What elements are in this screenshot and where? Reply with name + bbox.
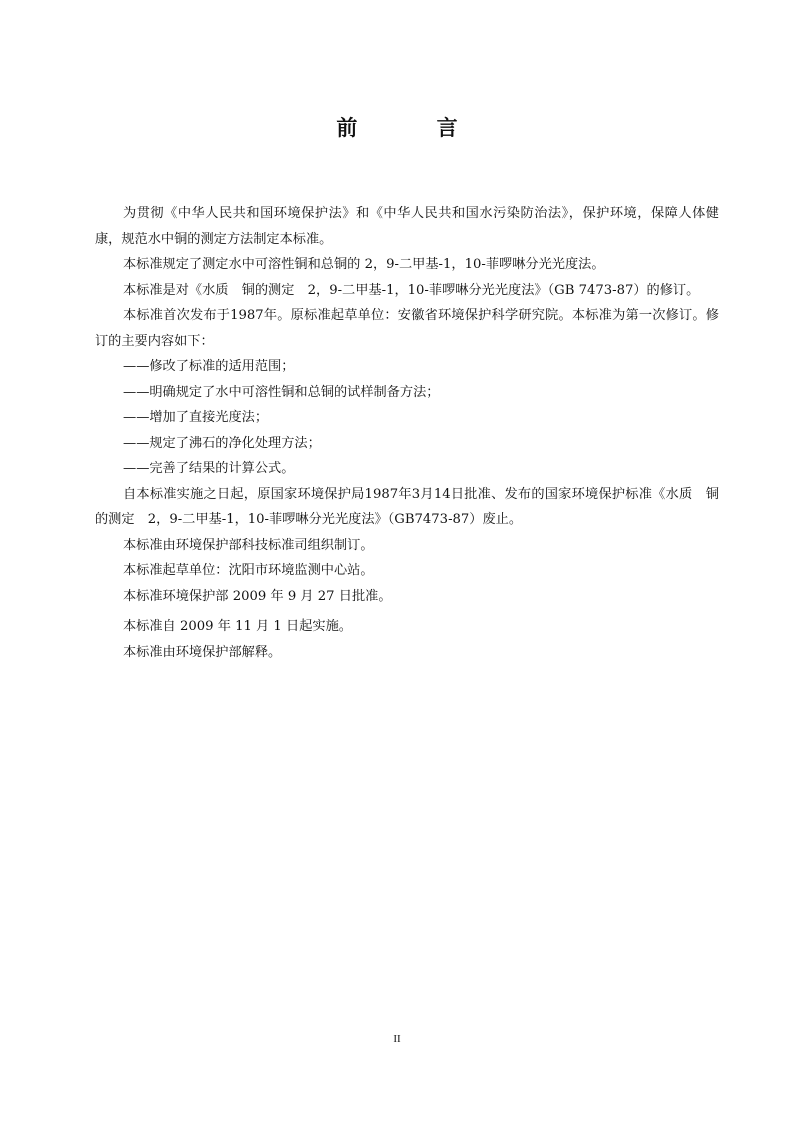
foreword-body: [95, 201, 719, 665]
page-number: II: [393, 1033, 401, 1045]
list-item-change: ——规定了沸石的净化处理方法；: [123, 435, 321, 451]
list-item-change: ——增加了直接光度法；: [123, 410, 269, 425]
paragraph-revision: 本标准是对《水质 铜的测定 2，9-二甲基-1，10-菲啰啉分光光度法》（GB 7473-87）的修订。: [123, 282, 700, 298]
paragraph-drafter: 本标准起草单位：沈阳市环境监测中心站。: [123, 563, 374, 578]
paragraph-interpretation: 本标准由环境保护部解释。: [123, 644, 282, 660]
paragraph-purpose: 为贯彻《中华人民共和国环境保护法》和《中华人民共和国水污染防治法》，保护环境，保障人体健康，规范水中铜的测定方法制定本标准。: [95, 206, 719, 247]
paragraph-organizer: 本标准由环境保护部科技标准司组织制订。: [123, 537, 374, 553]
list-item-change: ——明确规定了水中可溶性铜和总铜的试样制备方法；: [123, 384, 440, 400]
paragraph-abolish: 自本标准实施之日起，原国家环境保护局1987年3月14日批准、发布的国家环境保护标准《水质 铜的测定 2，9-二甲基-1，10-菲啰啉分光光度法》（GB7473-87）废止。: [95, 486, 719, 527]
paragraph-scope: 本标准规定了测定水中可溶性铜和总铜的 2，9-二甲基-1，10-菲啰啉分光光度法。: [123, 257, 605, 272]
list-item-change: ——修改了标准的适用范围；: [123, 359, 295, 374]
page-title: 前 言: [336, 116, 494, 140]
paragraph-effective: 本标准自 2009 年 11 月 1 日起实施。: [123, 619, 352, 634]
paragraph-approval: 本标准环境保护部 2009 年 9 月 27 日批准。: [123, 588, 392, 604]
paragraph-history: 本标准首次发布于1987年。原标准起草单位：安徽省环境保护科学研究院。本标准为第一次修订。修订的主要内容如下：: [95, 308, 719, 349]
list-item-change: ——完善了结果的计算公式。: [123, 461, 295, 476]
